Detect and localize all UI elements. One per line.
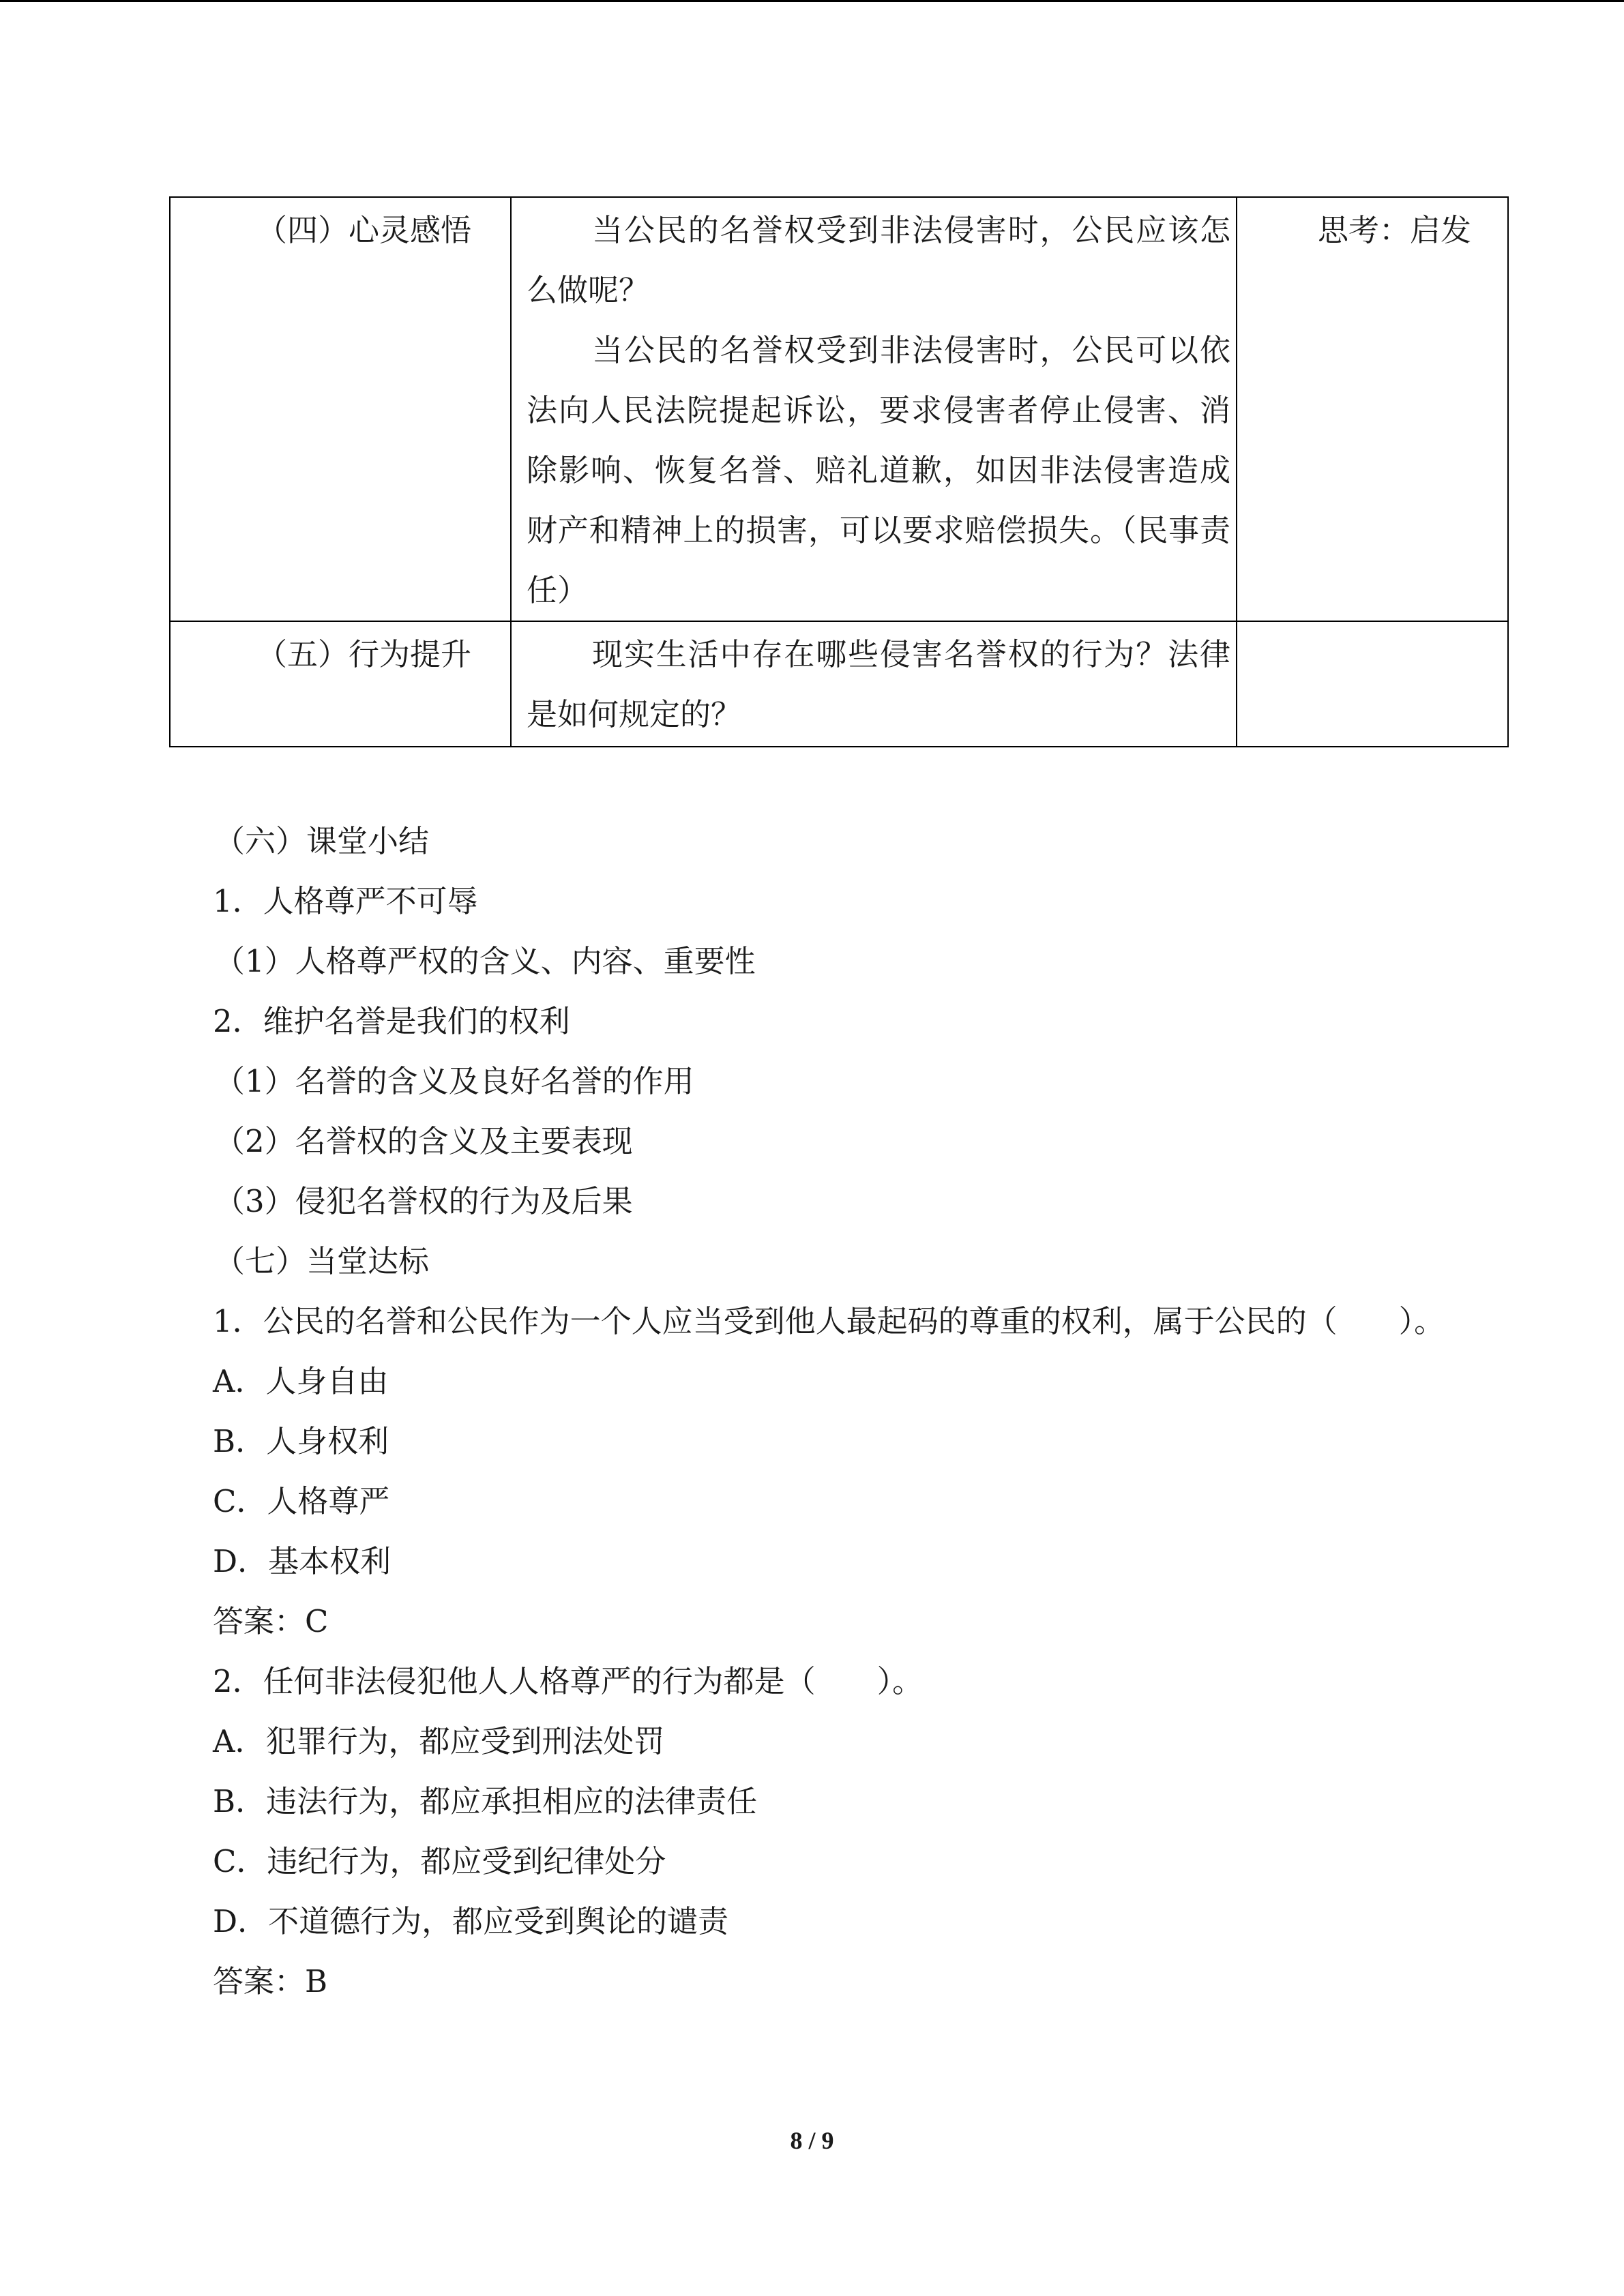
summary-item: 2．维护名誉是我们的权利 bbox=[213, 1003, 570, 1039]
content-question: 当公民的名誉权受到非法侵害时，公民应该怎么做呢？ bbox=[527, 212, 1230, 308]
content-cell bbox=[511, 197, 1237, 621]
table-row bbox=[170, 621, 1508, 747]
summary-item: （1）人格尊严权的含义、内容、重要性 bbox=[214, 943, 756, 979]
stage-label: （四）心灵感悟 bbox=[256, 212, 472, 248]
summary-item: （1）名誉的含义及良好名誉的作用 bbox=[214, 1063, 694, 1099]
question-option: B．违法行为，都应承担相应的法律责任 bbox=[213, 1783, 758, 1819]
question-option: D．基本权利 bbox=[213, 1543, 392, 1579]
content-cell bbox=[511, 621, 1237, 747]
activity-cell bbox=[1237, 197, 1508, 621]
summary-item: （3）侵犯名誉权的行为及后果 bbox=[214, 1183, 633, 1219]
summary-item: （2）名誉权的含义及主要表现 bbox=[214, 1123, 633, 1159]
activity-label: 思考：启发 bbox=[1318, 212, 1472, 248]
content-question: 现实生活中存在哪些侵害名誉权的行为？法律是如何规定的？ bbox=[527, 636, 1230, 732]
question-stem: 2．任何非法侵犯他人人格尊严的行为都是（ ）。 bbox=[213, 1663, 924, 1699]
quiz-heading: （七）当堂达标 bbox=[214, 1243, 430, 1279]
question-option: C．人格尊严 bbox=[213, 1483, 390, 1519]
stage-cell bbox=[170, 197, 511, 621]
activity-cell bbox=[1237, 621, 1508, 747]
question-answer: 答案：C bbox=[213, 1603, 329, 1639]
question-option: A．人身自由 bbox=[213, 1363, 389, 1399]
stage-label: （五）行为提升 bbox=[256, 636, 472, 672]
summary-heading: （六）课堂小结 bbox=[214, 823, 430, 859]
question-option: D．不道德行为，都应受到舆论的谴责 bbox=[213, 1903, 729, 1939]
question-stem: 1．公民的名誉和公民作为一个人应当受到他人最起码的尊重的权利，属于公民的（ ）。 bbox=[213, 1303, 1445, 1339]
question-answer: 答案：B bbox=[213, 1963, 328, 1999]
question-option: A．犯罪行为，都应受到刑法处罚 bbox=[213, 1723, 665, 1759]
content-answer: 当公民的名誉权受到非法侵害时，公民可以依法向人民法院提起诉讼，要求侵害者停止侵害、消除影响、恢复名誉、赔礼道歉，如因非法侵害造成财产和精神上的损害，可以要求赔偿损失。（民事责任） bbox=[527, 332, 1230, 608]
page-number: 8 / 9 bbox=[790, 2127, 834, 2154]
lesson-body bbox=[164, 811, 1453, 2012]
top-border-rule bbox=[0, 0, 1624, 2]
question-option: C．违纪行为，都应受到纪律处分 bbox=[213, 1843, 666, 1879]
lesson-plan-table bbox=[169, 196, 1509, 747]
summary-item: 1．人格尊严不可辱 bbox=[213, 883, 478, 919]
stage-cell bbox=[170, 621, 511, 747]
table-row bbox=[170, 197, 1508, 621]
question-option: B．人身权利 bbox=[213, 1423, 389, 1459]
